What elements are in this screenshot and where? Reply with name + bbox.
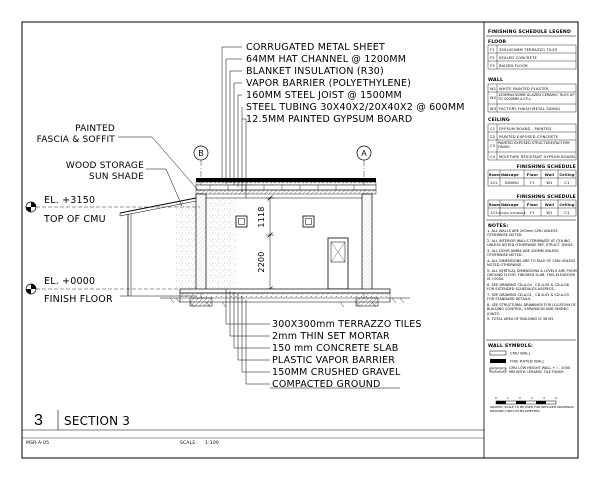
wall-symbols-title: WALL SYMBOLS:	[488, 344, 534, 349]
roof-layer-6: STEEL TUBING 30X40X2/20X40X2 @ 600MM	[246, 102, 465, 113]
footing-left	[190, 298, 212, 306]
wall-symbol-fire-swatch	[490, 359, 506, 363]
legend-wall-code-2: W2	[490, 96, 497, 100]
legend-wall-text-3: FACTORY FINISH METAL SIDING	[499, 107, 561, 111]
schedule-2-wall: W1	[546, 211, 553, 215]
schedule-1-h-floor: Floor	[526, 173, 539, 177]
roof-layer-3: BLANKET INSULATION (R30)	[246, 66, 384, 77]
note-8: 8- SEE STRUCTURAL DRAWINGS FOR LOCATION OF BUILDING CONTROL, EXPANSION AND SEISMIC JOINTS.	[487, 303, 576, 316]
finishing-legend	[486, 29, 576, 160]
floor-slab	[180, 289, 390, 293]
schedule-2-h-ceiling: Ceiling	[559, 203, 575, 207]
schedule-2-usage: WOOD STORAGE	[498, 211, 526, 215]
note-9: 9- TOTAL AREA OF BUILDING IS 36 M2.	[487, 317, 555, 322]
floor-layer-1: 300X300mm TERRAZZO TILES	[272, 319, 422, 330]
roof-layer-7: 12.5MM PAINTED GYPSUM BOARD	[246, 114, 413, 125]
elevation-floor-value: EL. +0000	[44, 276, 96, 287]
wall-symbol-cmu-swatch	[490, 351, 506, 355]
wall-symbol-low-wrap	[509, 366, 577, 382]
grid-label-a: A	[361, 149, 367, 158]
schedule-2-h-floor: Floor	[526, 203, 539, 207]
note-2: 2- ALL INTERIOR WALLS TERMINATE AT CEILING UNLESS NOTED OTHERWISE REF. STRUCT. DWGS.	[487, 239, 574, 248]
scale-mark-5: 5	[555, 396, 557, 400]
schedule-1-h-room: Room No.	[489, 173, 508, 177]
scale-caption-wrap	[490, 406, 576, 418]
schedule-2-h-room: Room No.	[489, 203, 508, 207]
floor-layer-4: PLASTIC VAPOR BARRIER	[272, 355, 396, 366]
schedule-1-title: FINISHING SCHEDULE	[516, 165, 576, 170]
legend-wall-text-2: 150MMx150MM GLAZED CERAMIC TILES UP TO 2000MM A.F.F.L.	[498, 93, 575, 101]
note-5: 5- ALL VERTICAL DIMENSIONS & LEVELS ARE FROM GROUND FLOOR. FINISHED SLAB. THIS ELEVATION IS +0000.	[487, 269, 577, 282]
schedule-1-room: 101	[490, 181, 498, 185]
legend-floor-code-3: F3	[490, 64, 495, 68]
wall-right-hatch	[362, 194, 372, 290]
note-6: 6- SEE DRAWING CD-A-04 , CD-A-05 & CD-A-06 FOR EXTENDED SCHEDULES ASSPECS.	[487, 283, 569, 292]
scale-value: 1:100	[205, 441, 219, 446]
legend-ceiling-text-3: PAINTED EXPOSED STRUCTURE/FACTORY FINISH	[498, 141, 570, 149]
legend-wall-heading: WALL	[488, 78, 504, 83]
schedule-1-h-usage: Usage	[505, 173, 519, 177]
schedule-2-h-usage: Usage	[505, 203, 519, 207]
schedule-2-floor: F1	[530, 211, 535, 215]
schedule-2-ceiling: C1	[564, 211, 570, 215]
notes-wrap	[487, 229, 577, 341]
roof-layer-4: VAPOR BARRIER (POLYETHYLENE)	[246, 78, 412, 89]
wall-symbol-fire: FIRE RATED WALL	[510, 359, 545, 364]
schedule-1-floor: F1	[530, 181, 535, 185]
legend-title: FINISHING SCHEDULE LEGEND	[488, 30, 571, 35]
graphic-scale	[490, 396, 576, 418]
legend-floor-text-3: RAISED FLOOR	[499, 64, 528, 68]
legend-ceiling-code-2: C2	[490, 135, 496, 139]
wall-symbol-cmu: CMU WALL	[510, 351, 531, 356]
legend-ceiling-code-3: C3	[490, 144, 496, 148]
storage-leader	[146, 169, 182, 206]
legend-floor-text-2: SEALED CONCRETE	[499, 56, 537, 60]
scale-mark-0: 0	[495, 396, 497, 400]
scale-mark-2: 2	[519, 396, 521, 400]
notes-list	[487, 229, 577, 322]
dim-1118: 1118	[257, 206, 266, 228]
crushed-gravel	[180, 293, 390, 298]
window-left-inner	[239, 219, 245, 225]
schedule-2-title: FINISHING SCHEDULE	[516, 195, 576, 200]
elevation-floor-label: FINISH FLOOR	[44, 294, 113, 305]
note-3: 3- ALL DOOR JAMBS ARE 200MM UNLESS OTHERWISE NOTED.	[487, 249, 559, 258]
legend-wall-text-2-wrap	[498, 93, 576, 104]
scale-mark-4: 4	[543, 396, 545, 400]
schedule-1-h-wall: Wall	[544, 173, 555, 177]
roof-fascia-band	[196, 190, 376, 194]
legend-ceiling-text-1: GYPSUM BOARD - PAINTED	[499, 127, 552, 131]
roof-metal-sheet	[196, 178, 376, 182]
elevation-top-label: TOP OF CMU	[44, 214, 106, 225]
legend-ceiling-code-4: C4	[490, 155, 496, 159]
dim-2200: 2200	[257, 251, 266, 273]
grid-label-b: B	[198, 149, 204, 158]
schedule-2-room: 101	[490, 211, 498, 215]
window-right	[303, 216, 314, 227]
wall-symbols	[490, 351, 577, 382]
legend-wall-text-1: WHITE PAINTED PLASTER	[499, 87, 549, 91]
note-4: 4- ALL DIMENSIONS ARE TO FACE OF CMU UNLESS NOTED OTHERWISE.	[487, 259, 576, 268]
window-right-inner	[306, 219, 312, 225]
wall-symbol-low-swatch	[490, 368, 506, 372]
section-drawing	[26, 42, 465, 390]
section-title: SECTION 3	[64, 414, 131, 428]
section-title-block	[26, 410, 219, 446]
fascia-callout-line2: FASCIA & SOFFIT	[36, 135, 115, 145]
note-7: 7- SEE DRAWING CD-A-01 , CD-A-02 & CD-A-03 FOR STANDARD DETAILS.	[487, 293, 569, 302]
schedule-1-h-ceiling: Ceiling	[559, 173, 575, 177]
schedule-1-wall: W1	[546, 181, 553, 185]
schedule-1-ceiling: C1	[564, 181, 570, 185]
legend-wall-code-1: W1	[490, 87, 497, 91]
floor-layer-3: 150 mm CONCRETE SLAB	[272, 343, 399, 354]
storage-callout-line1: WOOD STORAGE	[65, 161, 144, 171]
note-1: 1- ALL WALLS ARE 200mm CMU UNLESS OTHERWISE NOTED.	[487, 229, 558, 238]
dimension-vertical	[266, 196, 274, 292]
scale-caption: GRAPHIC SCALE TO BE USED FOR REDUCED DRAWINGS. DRAWING UNITS IN MILLIMETERS.	[490, 406, 575, 413]
storage-callout-line2: SUN SHADE	[89, 172, 144, 182]
scale-mark-1: 1	[507, 396, 509, 400]
floor-layer-5: 150MM CRUSHED GRAVEL	[272, 367, 401, 378]
roof-leaders	[222, 47, 246, 198]
legend-ceiling-code-1: C1	[490, 127, 496, 131]
notes-title: NOTES:	[488, 224, 509, 229]
wall-left-hatch	[196, 194, 206, 290]
section-number: 3	[34, 412, 43, 429]
finishing-schedule-2	[488, 194, 576, 216]
roof-layer-2: 64MM HAT CHANNEL @ 1200MM	[246, 54, 407, 65]
elevation-top-value: EL. +3150	[44, 195, 96, 206]
fascia-callout-line1: PAINTED	[75, 124, 115, 134]
legend-floor-code-1: F1	[490, 48, 495, 52]
roof-insulation	[196, 182, 376, 185]
finishing-schedule-1	[488, 164, 576, 186]
legend-floor-heading: FLOOR	[488, 40, 507, 45]
scale-label: SCALE:	[180, 441, 198, 446]
floor-layer-2: 2mm THIN SET MORTAR	[272, 331, 390, 342]
wall-symbol-low: CMU LOW HEIGHT WALL + / - 2000 MM WITH CERAMIC TILE FINISH	[509, 366, 571, 375]
footing-right	[356, 298, 378, 306]
legend-wall-code-3: W3	[490, 107, 497, 111]
roof-joist-zone	[196, 185, 376, 190]
legend-floor-code-2: F2	[490, 56, 495, 60]
sheet-code: MSR-A-05	[26, 441, 50, 446]
floor-layer-6: COMPACTED GROUND	[272, 379, 381, 390]
legend-ceiling-text-3-wrap	[498, 141, 576, 152]
storage-wall-finish	[176, 202, 196, 296]
roof-layer-1: CORRUGATED METAL SHEET	[246, 42, 385, 53]
scale-mark-3: 3	[531, 396, 533, 400]
schedule-2-h-wall: Wall	[544, 203, 555, 207]
legend-ceiling-heading: CEILING	[488, 118, 510, 123]
interior-finish-stipple	[206, 198, 236, 290]
roof-layer-5: 160MM STEEL JOIST @ 1500MM	[246, 90, 402, 101]
schedule-1-usage: DINING	[504, 181, 520, 185]
legend-ceiling-text-2: PAINTED EXPOSED CONCRETE	[499, 135, 559, 139]
legend-floor-text-1: 300x300MM TERRAZZO TILES	[499, 48, 558, 52]
window-left	[236, 216, 247, 227]
legend-ceiling-text-4: MOISTURE RESISTANT GYPSUM BOARD	[499, 155, 576, 159]
